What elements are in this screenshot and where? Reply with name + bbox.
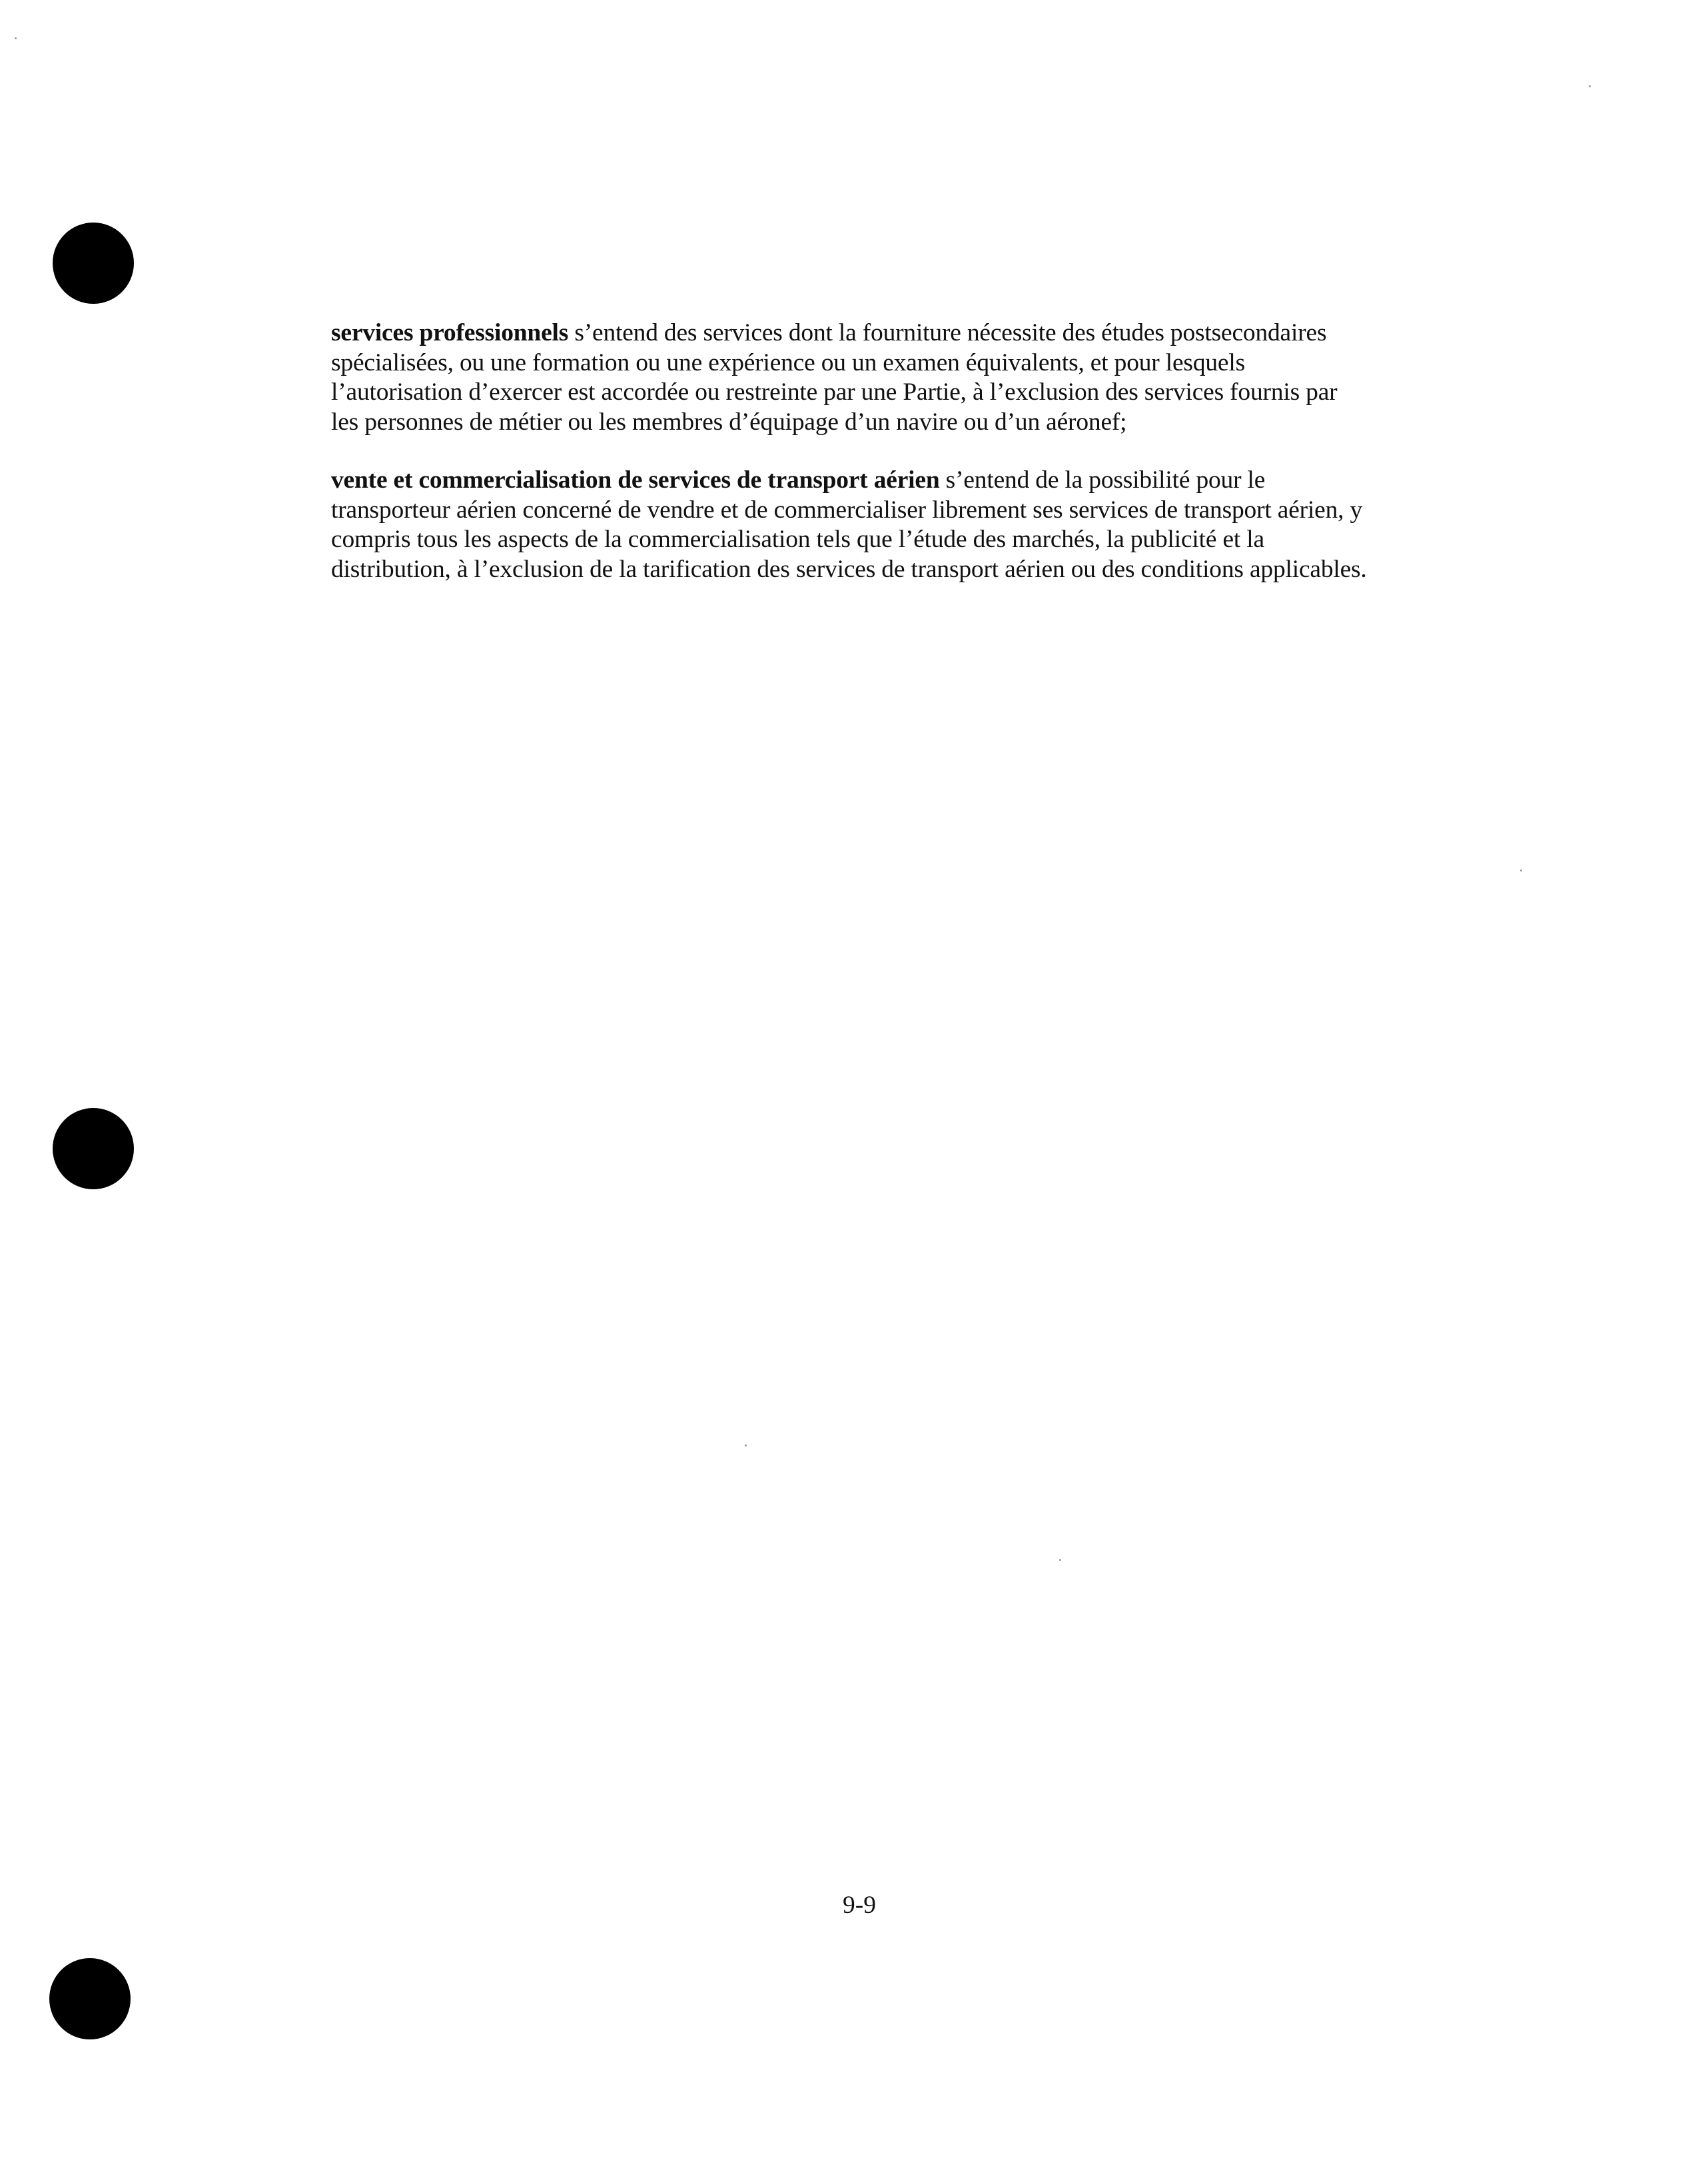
scan-speck <box>1059 1559 1061 1561</box>
scan-speck <box>1520 869 1522 871</box>
definition-text: s’entend des services dont la fourniture nécessite des études postsecondaires spécialisées, ou une formation ou une expérience ou un examen équivalents, et pour lesquels l’autorisation d’exercer est accordée ou restreinte par une Partie, à l’exclusion des services fournis par les personnes de métier ou les membres d’équipage d’un navire ou d’un aéronef; <box>331 319 1338 436</box>
definition-text: s’entend de la possibilité pour le transporteur aérien concerné de vendre et de commercialiser librement ses services de transport aérien, y compris tous les aspects de la commercialisation tels que l’étude des marchés, la publicité et la distribution, à l’exclusion de la tarification des services de transport aérien ou des conditions applicables. <box>331 466 1367 583</box>
definition-term: vente et commercialisation de services de transport aérien <box>331 466 940 494</box>
definition-term: services professionnels <box>331 319 569 346</box>
scan-speck <box>1589 85 1591 87</box>
definition-air-transport-sales <box>331 466 1370 584</box>
definition-professional-services <box>331 318 1370 437</box>
punch-hole-middle <box>53 1108 134 1189</box>
punch-hole-bottom <box>49 1958 131 2039</box>
scan-speck <box>15 37 17 39</box>
page-number: 9-9 <box>843 1892 876 1919</box>
punch-hole-top <box>53 223 134 304</box>
scan-speck <box>745 1444 747 1446</box>
definitions-section <box>331 318 1370 584</box>
